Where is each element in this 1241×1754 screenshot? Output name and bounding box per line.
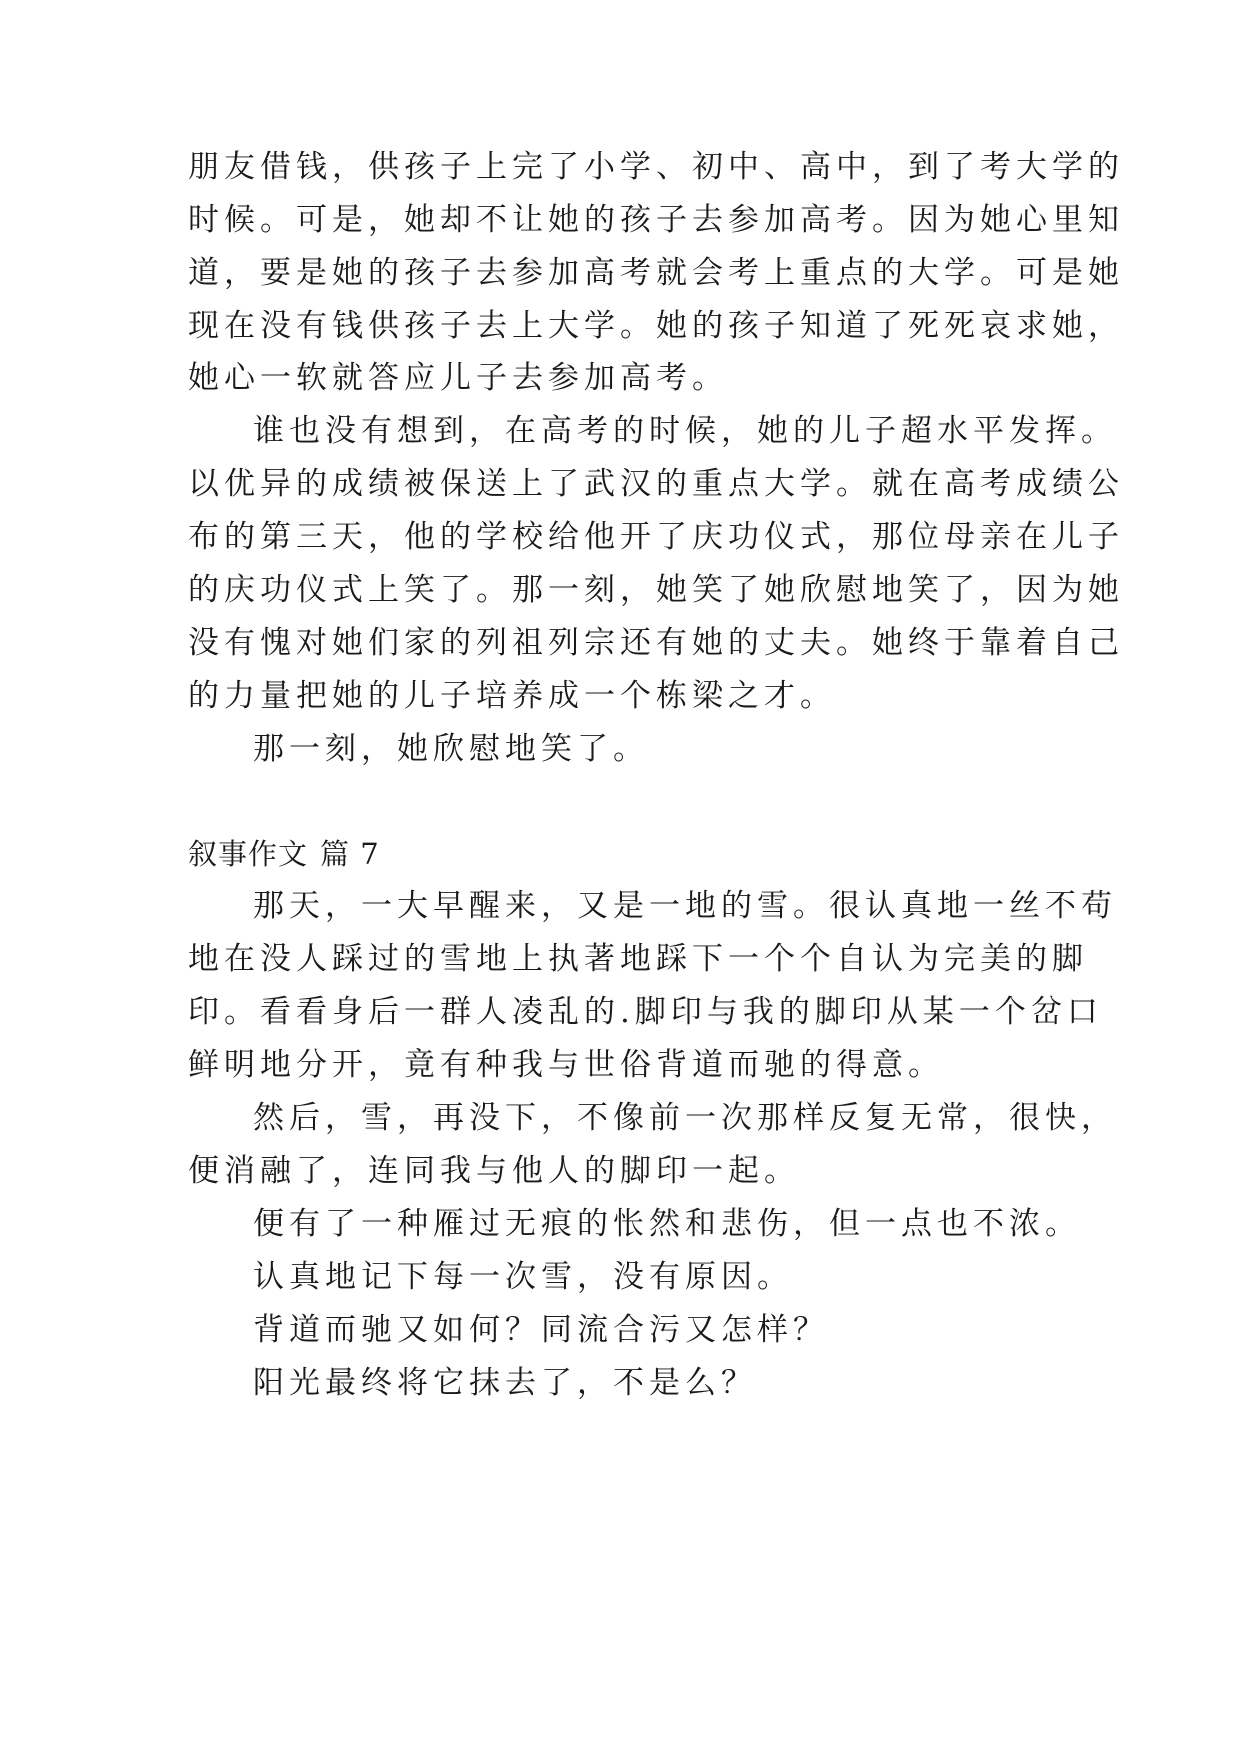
paragraph-line: 没有愧对她们家的列祖列宗还有她的丈夫。她终于靠着自己 [188,625,1124,661]
section-heading-title: 叙事作文 [188,837,309,871]
paragraph-line: 谁也没有想到，在高考的时候，她的儿子超水平发挥。 [253,413,1117,449]
paragraph-line: 现在没有钱供孩子去上大学。她的孩子知道了死死哀求她， [188,308,1124,344]
section-heading-number: 篇 7 [320,837,380,871]
paragraph-line: 鲜明地分开，竟有种我与世俗背道而驰的得意。 [188,1047,944,1083]
paragraph-line: 便有了一种雁过无痕的怅然和悲伤，但一点也不浓。 [253,1206,1081,1242]
paragraph-line: 地在没人踩过的雪地上执著地踩下一个个自认为完美的脚 [188,941,1088,977]
paragraph-line: 背道而驰又如何？同流合污又怎样？ [253,1312,829,1348]
paragraph-line: 布的第三天，他的学校给他开了庆功仪式，那位母亲在儿子 [188,519,1124,555]
paragraph-line: 便消融了，连同我与他人的脚印一起。 [188,1153,800,1189]
paragraph-line: 的力量把她的儿子培养成一个栋梁之才。 [188,678,836,714]
paragraph-line: 然后，雪，再没下，不像前一次那样反复无常，很快， [253,1100,1117,1136]
paragraph-line: 阳光最终将它抹去了，不是么？ [253,1365,757,1401]
paragraph-line: 印。看看身后一群人凌乱的.脚印与我的脚印从某一个岔口 [188,994,1103,1030]
paragraph-line: 以优异的成绩被保送上了武汉的重点大学。就在高考成绩公 [188,466,1124,502]
paragraph-line: 时候。可是，她却不让她的孩子去参加高考。因为她心里知 [188,202,1124,238]
paragraph-line: 那天，一大早醒来，又是一地的雪。很认真地一丝不苟 [253,888,1117,924]
paragraph-line: 那一刻，她欣慰地笑了。 [253,731,649,767]
paragraph-line: 的庆功仪式上笑了。那一刻，她笑了她欣慰地笑了，因为她 [188,572,1124,608]
paragraph-line: 朋友借钱，供孩子上完了小学、初中、高中，到了考大学的 [188,149,1124,185]
paragraph-line: 她心一软就答应儿子去参加高考。 [188,360,728,396]
paragraph-line: 道，要是她的孩子去参加高考就会考上重点的大学。可是她 [188,255,1124,291]
section-heading [188,834,380,874]
paragraph-line: 认真地记下每一次雪，没有原因。 [253,1259,793,1295]
